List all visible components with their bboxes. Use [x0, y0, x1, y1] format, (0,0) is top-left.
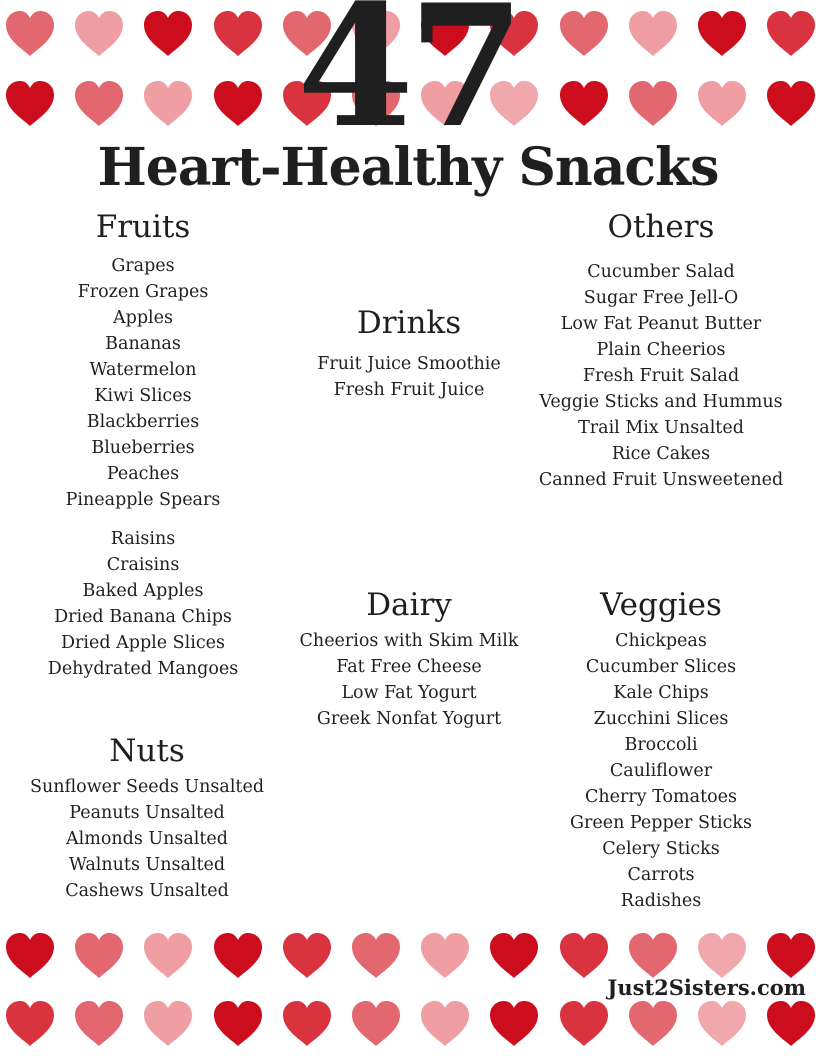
heart-icon: [73, 932, 125, 980]
list-item: Raisins: [110, 529, 176, 549]
heart-icon: [627, 932, 679, 980]
section-title-drinks: Drinks: [356, 305, 462, 341]
page-title: Heart-Healthy Snacks: [97, 137, 719, 198]
heart-icon: [488, 932, 540, 980]
list-item: Cucumber Slices: [585, 657, 737, 677]
list-item: Fresh Fruit Juice: [333, 380, 485, 400]
nuts-list: [16, 774, 278, 904]
list-item: Kale Chips: [613, 683, 709, 703]
heart-icon: [419, 932, 471, 980]
list-item: Dried Banana Chips: [54, 607, 232, 627]
veggies-section: [520, 586, 802, 914]
list-item: Watermelon: [89, 360, 197, 380]
list-item: Cauliflower: [609, 761, 713, 781]
list-item: Cheerios with Skim Milk: [299, 631, 519, 651]
list-item: Chickpeas: [615, 631, 707, 651]
heart-icon: [4, 1000, 56, 1048]
list-item: Cherry Tomatoes: [585, 787, 737, 807]
others-section: [520, 208, 802, 493]
list-item: Broccoli: [624, 735, 698, 755]
list-item: Apples: [113, 308, 173, 328]
list-item: Fat Free Cheese: [336, 657, 482, 677]
bottom-hearts-row-2: [0, 998, 816, 1058]
heart-icon: [350, 1000, 402, 1048]
veggies-list: [520, 628, 802, 914]
list-item: Almonds Unsalted: [65, 829, 228, 849]
heart-icon: [142, 932, 194, 980]
list-item: Celery Sticks: [602, 839, 720, 859]
heart-icon: [350, 932, 402, 980]
list-item: Dehydrated Mangoes: [47, 659, 239, 679]
fruits-section: [20, 208, 266, 682]
list-item: Blueberries: [91, 438, 195, 458]
list-item: Trail Mix Unsalted: [578, 418, 744, 438]
list-item: Walnuts Unsalted: [68, 855, 226, 875]
list-item: Sunflower Seeds Unsalted: [29, 777, 265, 797]
drinks-section: [286, 304, 532, 403]
section-title-nuts: Nuts: [109, 733, 185, 769]
heart-icon: [281, 1000, 333, 1048]
list-item: Sugar Free Jell-O: [583, 288, 739, 308]
list-item: Peaches: [106, 464, 180, 484]
nuts-section: [16, 732, 278, 904]
section-title-others: Others: [607, 209, 715, 245]
list-item: Greek Nonfat Yogurt: [316, 709, 502, 729]
list-item: Kiwi Slices: [94, 386, 192, 406]
list-item: Carrots: [627, 865, 695, 885]
site-credit: Just2Sisters.com: [607, 975, 806, 1000]
heart-icon: [696, 932, 748, 980]
list-item: Grapes: [111, 256, 175, 276]
list-item: Cucumber Salad: [587, 262, 735, 282]
heart-icon: [488, 1000, 540, 1048]
heart-icon: [419, 1000, 471, 1048]
others-list: [520, 259, 802, 493]
list-item: Bananas: [105, 334, 181, 354]
dairy-section: [286, 586, 532, 732]
fruits-list: [20, 253, 266, 513]
list-item: Plain Cheerios: [596, 340, 726, 360]
list-item: Fresh Fruit Salad: [582, 366, 740, 386]
heart-icon: [765, 932, 816, 980]
list-item: Frozen Grapes: [77, 282, 209, 302]
heart-icon: [4, 932, 56, 980]
list-item: Fruit Juice Smoothie: [317, 354, 501, 374]
heart-icon: [696, 1000, 748, 1048]
list-item: Cashews Unsalted: [65, 881, 229, 901]
heart-icon: [212, 932, 264, 980]
section-title-dairy: Dairy: [366, 587, 452, 623]
list-item: Canned Fruit Unsweetened: [538, 470, 784, 490]
list-item: Pineapple Spears: [65, 490, 221, 510]
list-item: Rice Cakes: [611, 444, 711, 464]
list-item: Dried Apple Slices: [61, 633, 225, 653]
snack-count-number: 47: [297, 0, 519, 165]
section-title-fruits: Fruits: [95, 209, 191, 245]
list-item: Low Fat Peanut Butter: [560, 314, 762, 334]
heart-icon: [765, 1000, 816, 1048]
heart-icon: [558, 932, 610, 980]
heart-icon: [281, 932, 333, 980]
heart-icon: [627, 1000, 679, 1048]
heart-icon: [142, 1000, 194, 1048]
list-item: Zucchini Slices: [593, 709, 729, 729]
list-item: Low Fat Yogurt: [341, 683, 477, 703]
heart-icon: [558, 1000, 610, 1048]
list-item: Green Pepper Sticks: [570, 813, 752, 833]
heart-icon: [212, 1000, 264, 1048]
list-item: Peanuts Unsalted: [69, 803, 225, 823]
list-item: Radishes: [620, 891, 702, 911]
list-item: Craisins: [106, 555, 180, 575]
heart-icon: [73, 1000, 125, 1048]
drinks-list: [286, 351, 532, 403]
dairy-list: [286, 628, 532, 732]
list-item: Veggie Sticks and Hummus: [539, 392, 783, 412]
section-title-veggies: Veggies: [600, 587, 722, 623]
list-item: Baked Apples: [82, 581, 204, 601]
list-item: Blackberries: [86, 412, 200, 432]
dried-fruits-list: [20, 526, 266, 682]
